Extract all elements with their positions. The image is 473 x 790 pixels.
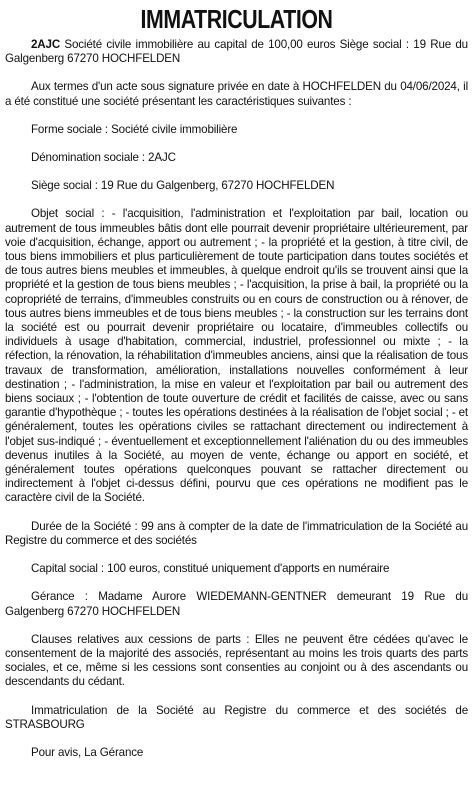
- siege-paragraph: Siège social : 19 Rue du Galgenberg, 67270 HOCHFELDEN: [31, 179, 335, 193]
- capital-paragraph: Capital social : 100 euros, constitué uniquement d'apports en numéraire: [31, 562, 390, 576]
- immatriculation-paragraph: Immatriculation de la Société au Registre du commerce et des sociétés de STRASBOURG: [5, 703, 468, 731]
- intro-text: Société civile immobilière au capital de 100,00 euros Siège social : 19 Rue du Galgenberg 67270 HOCHFELDEN: [5, 38, 468, 66]
- acte-paragraph: Aux termes d'un acte sous signature privée en date à HOCHFELDEN du 04/06/2024, il a été constitué une société présentant les caractéristiques suivantes :: [5, 80, 468, 108]
- duree-paragraph: Durée de la Société : 99 ans à compter de la date de l'immatriculation de la Société au Registre du commerce et des sociétés: [5, 519, 468, 547]
- intro-paragraph: [5, 38, 468, 66]
- gerance-paragraph: Gérance : Madame Aurore WIEDEMANN-GENTNER demeurant 19 Rue du Galgenberg 67270 HOCHFELDEN: [5, 590, 468, 618]
- denomination-paragraph: Dénomination sociale : 2AJC: [31, 151, 176, 165]
- signature-paragraph: Pour avis, La Gérance: [31, 745, 144, 759]
- forme-paragraph: Forme sociale : Société civile immobilière: [31, 122, 238, 136]
- clauses-paragraph: Clauses relatives aux cessions de parts : Elles ne peuvent être cédées qu'avec le consentement de la majorité des associés, représentant au moins les trois quarts des parts sociales, et ce, même si les cessions sont consenties au conjoint ou à des ascendants ou descendants du cédant.: [5, 632, 468, 689]
- company-name: 2AJC: [31, 38, 61, 51]
- notice-title: IMMATRICULATION: [140, 4, 333, 34]
- objet-paragraph: Objet social : - l'acquisition, l'administration et l'exploitation par bail, location ou autrement de tous immeubles bâtis dont elle pourrait devenir propriétaire ultérieurement, par voie d'acquisition, échange, apport ou autrement ; - la propriété et la gestion, à titre civil, de tous biens immobiliers et plus particulièrement de toute participation dans toutes sociétés et de tous autres biens meubles et immeubles, à quelque endroit qu'ils se trouvent ainsi que la propriété et la gestion de tous biens meubles ; - l'acquisition, la prise à bail, la propriété ou la copropriété de terrains, d'immeubles construits ou en cours de construction ou à rénover, de tous autres biens immeubles et de tous biens meubles ; - la construction sur les terrains dont la société est ou pourrait devenir propriétaire ou locataire, d'immeubles collectifs ou individuels à usage d'habitation, commercial, industriel, professionnel ou mixte ; - la réfection, la rénovation, la réhabilitation d'immeubles anciens, ainsi que la réalisation de tous travaux de transformation, amélioration, installations nouvelles conformément à leur destination ; - l'administration, la mise en valeur et l'exploitation par bail ou autrement des biens sociaux ; - l'obtention de toute ouverture de crédit et facilités de caisse, avec ou sans garantie d'hypothèque ; - toutes les opérations destinées à la réalisation de l'objet social ; - et généralement, toutes les opérations civiles se rattachant directement ou indirectement à l'objet sus-indiqué ; - éventuellement et exceptionnellement l'aliénation du ou des immeubles devenus inutiles à la Société, au moyen de vente, échange ou apport en société, et généralement toutes opérations quelconques pouvant se rattacher directement ou indirectement à l'objet ci-dessus défini, pourvu que ces opérations ne modifient pas le caractère civil de la Société.: [5, 207, 468, 505]
